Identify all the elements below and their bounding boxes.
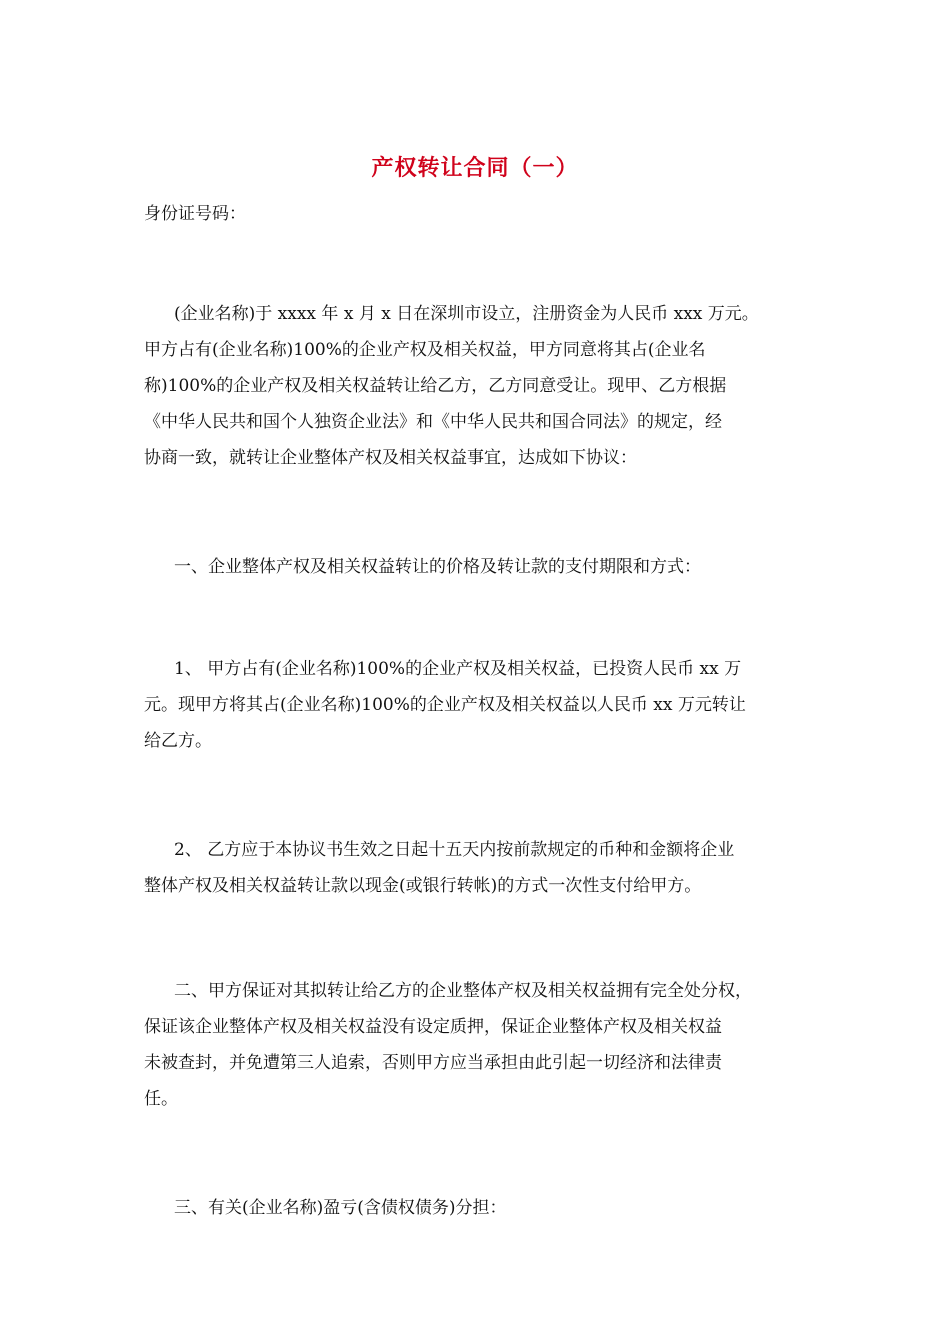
intro-line: 称)100%的企业产权及相关权益转让给乙方，乙方同意受让。现甲、乙方根据 [144, 376, 727, 396]
item2-line: 整体产权及相关权益转让款以现金(或银行转帐)的方式一次性支付给甲方。 [144, 876, 702, 896]
section2-line: 保证该企业整体产权及相关权益没有设定质押，保证企业整体产权及相关权益 [144, 1017, 722, 1037]
section2-line: 任。 [144, 1089, 178, 1109]
item2-paragraph [144, 832, 809, 904]
section2-line: 二、甲方保证对其拟转让给乙方的企业整体产权及相关权益拥有完全处分权， [174, 981, 752, 1001]
section3-heading [144, 1190, 809, 1226]
intro-paragraph [144, 296, 809, 476]
id-number-label-text: 身份证号码： [144, 204, 246, 224]
document-title: 产权转让合同（一） [371, 155, 579, 181]
section2-line: 未被查封，并免遭第三人追索，否则甲方应当承担由此引起一切经济和法律责 [144, 1053, 722, 1073]
intro-line: 甲方占有(企业名称)100%的企业产权及相关权益，甲方同意将其占(企业名 [144, 340, 706, 360]
section1-heading [144, 549, 809, 585]
intro-line: (企业名称)于 xxxx 年 x 月 x 日在深圳市设立，注册资金为人民币 xxx 万元。 [174, 304, 759, 324]
item1-line: 1、 甲方占有(企业名称)100%的企业产权及相关权益，已投资人民币 xx 万 [174, 659, 742, 679]
section3-heading-text: 三、有关(企业名称)盈亏(含债权债务)分担： [174, 1198, 507, 1218]
item1-paragraph [144, 651, 809, 759]
intro-line: 协商一致，就转让企业整体产权及相关权益事宜，达成如下协议： [144, 448, 637, 468]
intro-line: 《中华人民共和国个人独资企业法》和《中华人民共和国合同法》的规定，经 [144, 412, 722, 432]
section2-paragraph [144, 973, 809, 1117]
section1-heading-text: 一、企业整体产权及相关权益转让的价格及转让款的支付期限和方式： [174, 557, 701, 577]
item1-line: 给乙方。 [144, 731, 212, 751]
id-number-label [144, 196, 809, 232]
item1-line: 元。现甲方将其占(企业名称)100%的企业产权及相关权益以人民币 xx 万元转让 [144, 695, 746, 715]
item2-line: 2、 乙方应于本协议书生效之日起十五天内按前款规定的币种和金额将企业 [174, 840, 735, 860]
